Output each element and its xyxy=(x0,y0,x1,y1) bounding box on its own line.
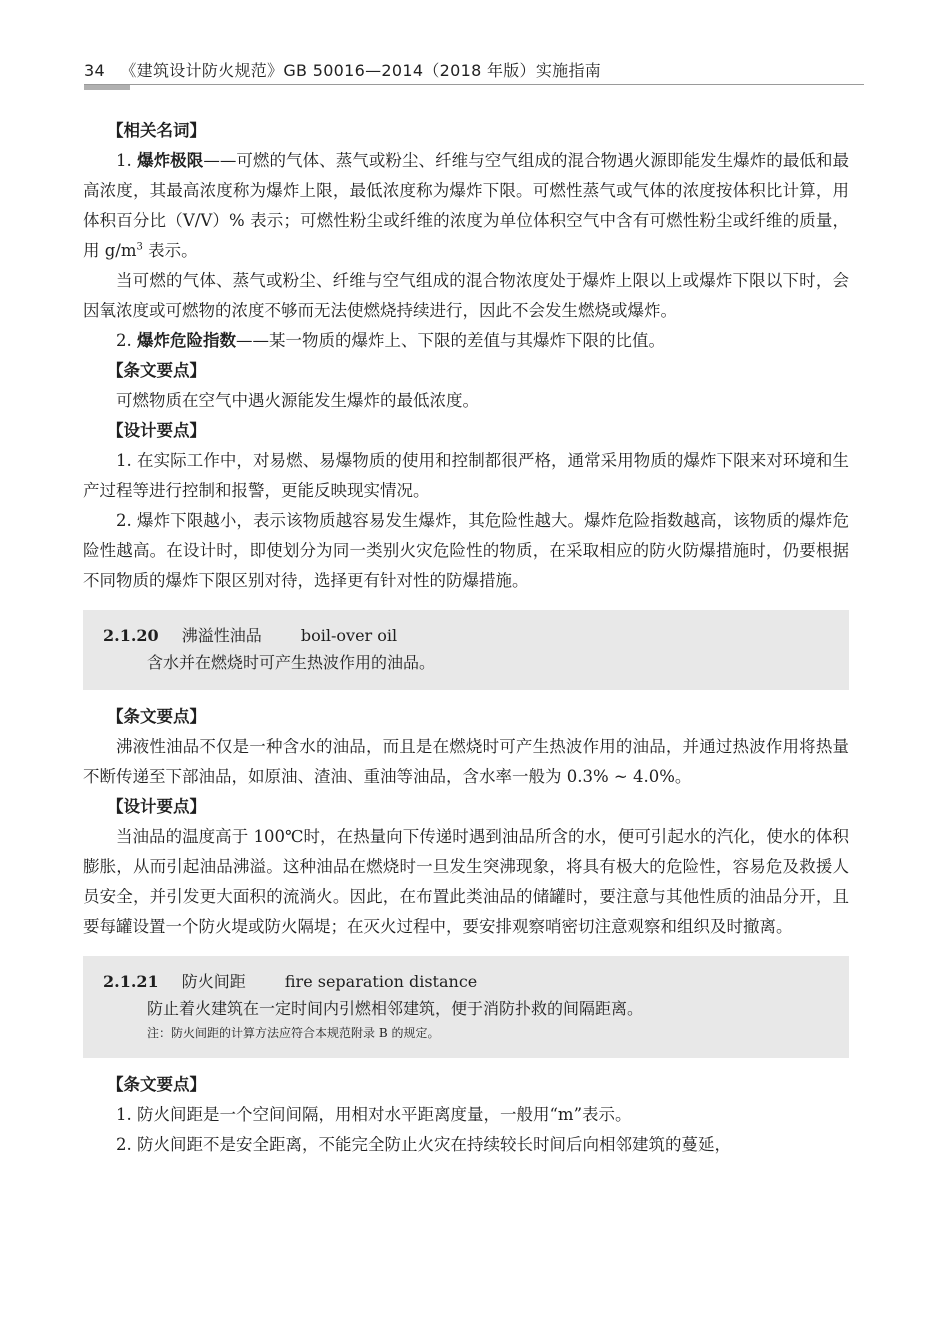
clause-points-heading: 【条文要点】 xyxy=(107,361,206,380)
design-points-text-2: 当油品的温度高于 100℃时，在热量向下传递时遇到油品所含的水，便可引起水的汽化，使水的体积膨胀，从而引起油品沸溢。这种油品在燃烧时一旦发生突沸现象，将具有极大的危险性，容易危及救援人员安全，并引发更大面积的流淌火。因此，在布置此类油品的储罐时，要注意与其他性质的油品分开，且要每罐设置一个防火堤或防火隔堤；在灭火过程中，要安排观察哨密切注意观察和组织及时撤离。 xyxy=(83,827,849,936)
clause-point-3-1: 1. 防火间距是一个空间间隔，用相对水平距离度量，一般用“m”表示。 xyxy=(116,1105,632,1124)
term2-text: ——某一物质的爆炸上、下限的差值与其爆炸下限的比值。 xyxy=(236,331,665,350)
clause-point-3-2: 2. 防火间距不是安全距离，不能完全防止火灾在持续较长时间后向相邻建筑的蔓延， xyxy=(116,1135,731,1154)
term1-superscript: 3 xyxy=(136,241,143,253)
term-explosion-limit xyxy=(83,146,849,266)
clause-code: 2.1.20 xyxy=(103,626,159,645)
term-name-en-2: fire separation distance xyxy=(284,972,478,991)
box-title-line-2 xyxy=(103,968,829,995)
term-definition: 含水并在燃烧时可产生热波作用的油品。 xyxy=(147,653,436,672)
header-divider xyxy=(84,84,864,85)
design-points-heading: 【设计要点】 xyxy=(107,421,206,440)
header-accent-bar xyxy=(84,85,130,90)
related-terms-heading: 【相关名词】 xyxy=(107,121,206,140)
clause-code-2: 2.1.21 xyxy=(103,972,159,991)
definition-box-2-1-21 xyxy=(83,956,849,1058)
term1-text-a: ——可燃的气体、蒸气或粉尘、纤维与空气组成的混合物遇火源即能发生爆炸的最低和最高浓度，其最高浓度称为爆炸上限，最低浓度称为爆炸下限。可燃性蒸气或气体的浓度按体积比计算，用体积百分比（V/V）% 表示；可燃性粉尘或纤维的浓度为单位体积空气中含有可燃性粉尘或纤维的质量，用 g/m xyxy=(83,151,850,260)
design-points-heading-2: 【设计要点】 xyxy=(107,797,206,816)
definition-box-2-1-20 xyxy=(83,610,849,690)
clause-points-heading-3: 【条文要点】 xyxy=(107,1075,206,1094)
clause-points-heading-2: 【条文要点】 xyxy=(107,707,206,726)
page-body xyxy=(83,116,849,1160)
clause-points-text-2: 沸液性油品不仅是一种含水的油品，而且是在燃烧时可产生热波作用的油品，并通过热波作用将热量不断传递至下部油品，如原油、渣油、重油等油品，含水率一般为 0.3% ~ 4.0%。 xyxy=(83,737,849,786)
term-name-cn-2: 防火间距 xyxy=(181,972,246,991)
term1-name: 爆炸极限 xyxy=(137,151,204,170)
design-point-2: 2. 爆炸下限越小，表示该物质越容易发生爆炸，其危险性越大。爆炸危险指数越高，该物质的爆炸危险性越高。在设计时，即使划分为同一类别火灾危险性的物质，在采取相应的防火防爆措施时，仍要根据不同物质的爆炸下限区别对待，选择更有针对性的防爆措施。 xyxy=(83,511,849,590)
term-definition-2: 防止着火建筑在一定时间内引燃相邻建筑，便于消防扑救的间隔距离。 xyxy=(147,999,644,1018)
term2-prefix: 2. xyxy=(116,331,137,350)
clause-points-text: 可燃物质在空气中遇火源能发生爆炸的最低浓度。 xyxy=(116,391,479,410)
term-name-cn: 沸溢性油品 xyxy=(181,626,262,645)
term1-text-b: 表示。 xyxy=(142,241,198,260)
term-explosion-hazard-index xyxy=(83,326,849,356)
running-header xyxy=(84,58,864,81)
term-note: 注：防火间距的计算方法应符合本规范附录 B 的规定。 xyxy=(147,1026,440,1040)
page-number: 34 xyxy=(84,61,105,80)
term-name-en: boil-over oil xyxy=(300,626,398,645)
term1-paragraph-2: 当可燃的气体、蒸气或粉尘、纤维与空气组成的混合物浓度处于爆炸上限以上或爆炸下限以下时，会因氧浓度或可燃物的浓度不够而无法使燃烧持续进行，因此不会发生燃烧或爆炸。 xyxy=(83,271,849,320)
term2-name: 爆炸危险指数 xyxy=(137,331,236,350)
term1-prefix: 1. xyxy=(116,151,138,170)
design-point-1: 1. 在实际工作中，对易燃、易爆物质的使用和控制都很严格，通常采用物质的爆炸下限来对环境和生产过程等进行控制和报警，更能反映现实情况。 xyxy=(83,451,849,500)
book-title: 《建筑设计防火规范》GB 50016—2014（2018 年版）实施指南 xyxy=(120,61,602,80)
box-title-line xyxy=(103,622,829,649)
